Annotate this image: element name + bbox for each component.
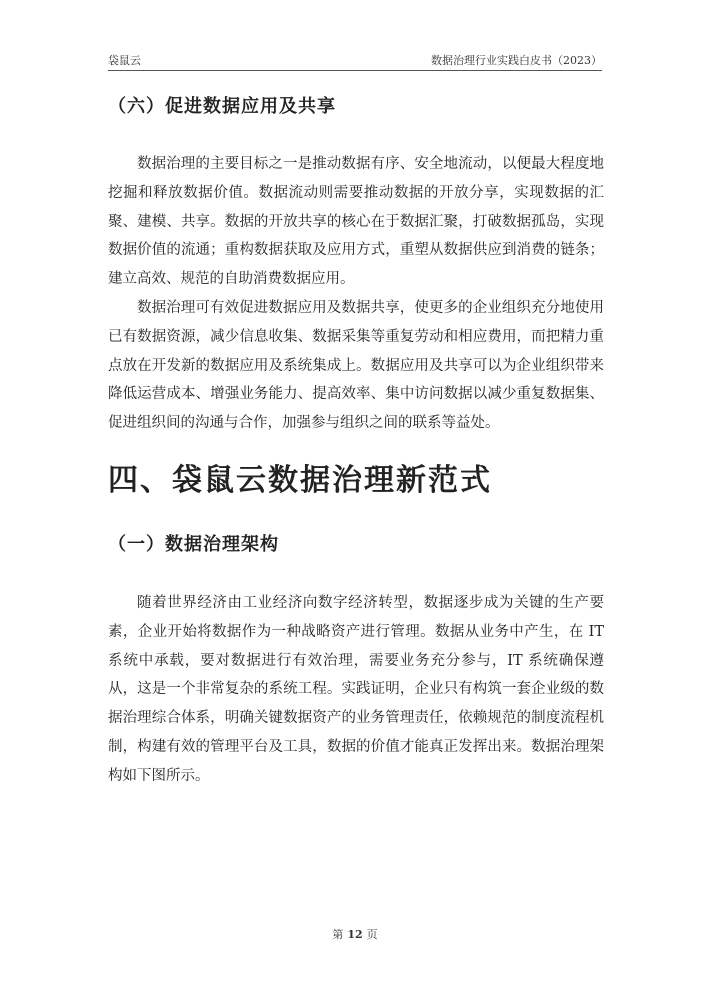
section-heading-governance-architecture: （一）数据治理架构: [108, 534, 279, 555]
chapter-heading-new-paradigm: 四、袋鼠云数据治理新范式: [108, 463, 492, 498]
page-footer: [0, 926, 710, 942]
header-document-title: 数据治理行业实践白皮书（2023）: [431, 54, 602, 67]
section-heading-promote-data-sharing: （六）促进数据应用及共享: [108, 96, 336, 117]
page-header: [108, 48, 602, 71]
paragraph-data-flow-goal: 数据治理的主要目标之一是推动数据有序、安全地流动，以便最大程度地挖掘和释放数据价值。数据流动则需要推动数据的开放分享，实现数据的汇聚、建模、共享。数据的开放共享的核心在于数据汇聚，打破数据孤岛，实现数据价值的流通；重构数据获取及应用方式，重塑从数据供应到消费的链条；建立高效、规范的自助消费数据应用。: [108, 156, 604, 288]
paragraph-governance-architecture: 随着世界经济由工业经济向数字经济转型，数据逐步成为关键的生产要素，企业开始将数据作为一种战略资产进行管理。数据从业务中产生，在 IT 系统中承载，要对数据进行有效治理，需要业务充分参与，IT 系统确保遵从，这是一个非常复杂的系统工程。实践证明，企业只有构筑一套企业级的数据治理综合体系，明确关键数据资产的业务管理责任，依赖规范的制度流程机制，构建有效的管理平台及工具，数据的价值才能真正发挥出来。数据治理架构如下图所示。: [108, 595, 604, 784]
header-company-name: 袋鼠云: [108, 54, 141, 67]
paragraph-data-sharing-benefits: 数据治理可有效促进数据应用及数据共享，使更多的企业组织充分地使用已有数据资源，减少信息收集、数据采集等重复劳动和相应费用，而把精力重点放在开发新的数据应用及系统集成上。数据应用及共享可以为企业组织带来降低运营成本、增强业务能力、提高效率、集中访问数据以减少重复数据集、促进组织间的沟通与合作，加强参与组织之间的联系等益处。: [108, 300, 604, 432]
page-number: 12: [347, 928, 363, 941]
page-number-prefix: 第: [332, 928, 344, 941]
page-number-suffix: 页: [366, 928, 378, 941]
